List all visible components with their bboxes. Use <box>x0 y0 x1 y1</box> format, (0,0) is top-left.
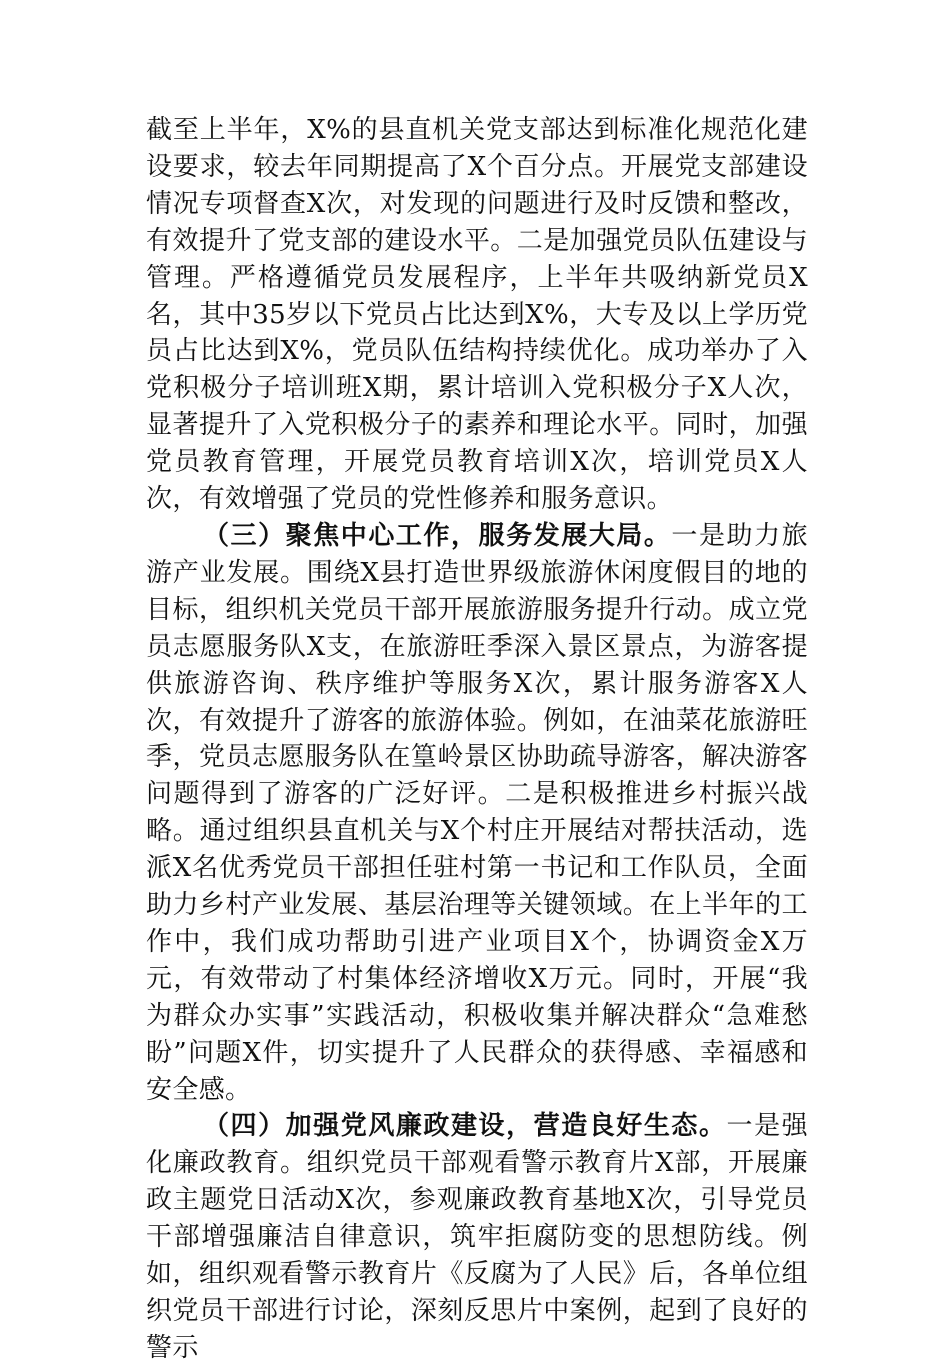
paragraph-section-three <box>146 518 808 1109</box>
paragraph-body: 一是助力旅游产业发展。围绕X县打造世界级旅游休闲度假目的地的目标，组织机关党员干部开展旅游服务提升行动。成立党员志愿服务队X支，在旅游旺季深入景区景点，为游客提供旅游咨询、秩序维护等服务X次，累计服务游客X人次，有效提升了游客的旅游体验。例如，在油菜花旅游旺季，党员志愿服务队在篁岭景区协助疏导游客，解决游客问题得到了游客的广泛好评。二是积极推进乡村振兴战略。通过组织县直机关与X个村庄开展结对帮扶活动，选派X名优秀党员干部担任驻村第一书记和工作队员，全面助力乡村产业发展、基层治理等关键领域。在上半年的工作中，我们成功帮助引进产业项目X个，协调资金X万元，有效带动了村集体经济增收X万元。同时，开展“我为群众办实事”实践活动，积极收集并解决群众“急难愁盼”问题X件，切实提升了人民群众的获得感、幸福感和安全感。 <box>146 520 808 1105</box>
document-page <box>146 112 808 1367</box>
section-heading: （四）加强党风廉政建设，营造良好生态。 <box>203 1111 727 1142</box>
section-heading: （三）聚焦中心工作，服务发展大局。 <box>203 520 672 551</box>
paragraph-party-branch-construction <box>146 112 808 518</box>
paragraph-body: 一是强化廉政教育。组织党员干部观看警示教育片X部，开展廉政主题党日活动X次，参观廉政教育基地X次，引导党员干部增强廉洁自律意识，筑牢拒腐防变的思想防线。例如，组织观看警示教育片《反腐为了人民》后，各单位组织党员干部进行讨论，深刻反思片中案例，起到了良好的警示 <box>146 1111 808 1363</box>
paragraph-body: 截至上半年，X%的县直机关党支部达到标准化规范化建设要求，较去年同期提高了X个百分点。开展党支部建设情况专项督查X次，对发现的问题进行及时反馈和整改，有效提升了党支部的建设水平。二是加强党员队伍建设与管理。严格遵循党员发展程序，上半年共吸纳新党员X名，其中35岁以下党员占比达到X%，大专及以上学历党员占比达到X%，党员队伍结构持续优化。成功举办了入党积极分子培训班X期，累计培训入党积极分子X人次，显著提升了入党积极分子的素养和理论水平。同时，加强党员教育管理，开展党员教育培训X次，培训党员X人次，有效增强了党员的党性修养和服务意识。 <box>146 115 808 515</box>
paragraph-section-four <box>146 1108 808 1366</box>
